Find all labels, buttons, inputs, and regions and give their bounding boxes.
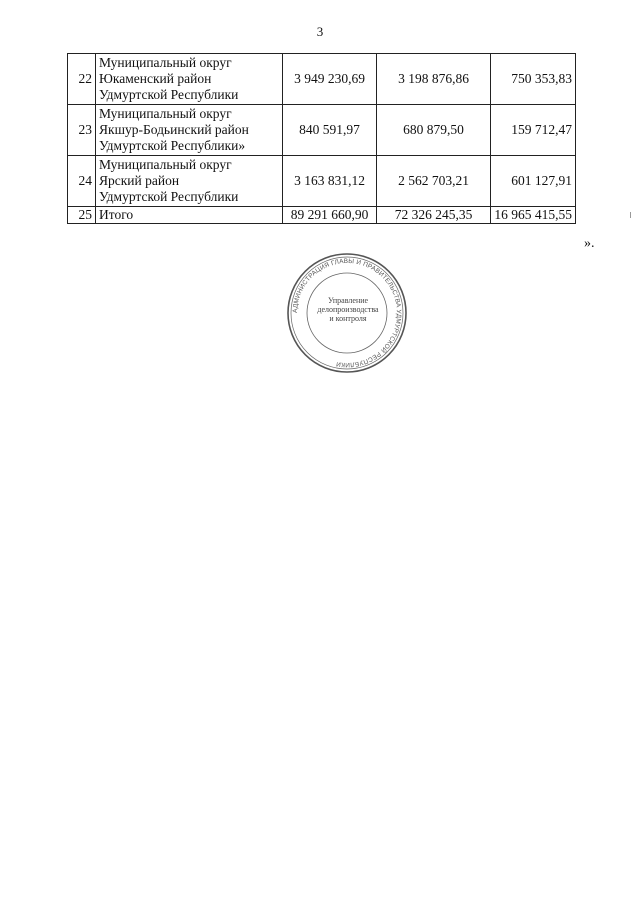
amount-cell: 840 591,97 — [283, 105, 377, 156]
budget-table — [67, 53, 576, 224]
amount-cell: 3 163 831,12 — [283, 156, 377, 207]
stamp-center-line: Управление — [327, 296, 369, 305]
name-line: Муниципальный округ — [99, 157, 232, 172]
municipality-name — [96, 54, 283, 105]
total-amount-cell: 89 291 660,90 — [283, 207, 377, 224]
row-number: 24 — [68, 156, 96, 207]
amount-cell: 3 949 230,69 — [283, 54, 377, 105]
amount-cell: 601 127,91 — [491, 156, 576, 207]
total-row — [68, 207, 576, 224]
stamp-ring-text: АДМИНИСТРАЦИЯ ГЛАВЫ И ПРАВИТЕЛЬСТВА УДМУРТСКОЙ РЕСПУБЛИКИ — [291, 257, 403, 369]
name-line: Юкаменский район — [99, 71, 212, 86]
amount-cell: 750 353,83 — [491, 54, 576, 105]
stamp-center-line: делопроизводства — [317, 305, 379, 314]
name-line: Якшур-Бодьинский район — [99, 122, 249, 137]
name-line: Муниципальный округ — [99, 106, 232, 121]
name-line: Удмуртской Республики» — [99, 138, 246, 153]
row-number: 25 — [68, 207, 96, 224]
name-line: Муниципальный округ — [99, 55, 232, 70]
margin-mark — [630, 212, 631, 218]
total-amount-cell: 16 965 415,55 — [491, 207, 576, 224]
stamp-center-line: и контроля — [329, 314, 367, 323]
amount-cell: 2 562 703,21 — [377, 156, 491, 207]
table-row — [68, 105, 576, 156]
name-line: Удмуртской Республики — [99, 87, 239, 102]
closing-quote: ». — [584, 236, 595, 251]
name-line: Ярский район — [99, 173, 180, 188]
row-number: 23 — [68, 105, 96, 156]
total-amount-cell: 72 326 245,35 — [377, 207, 491, 224]
amount-cell: 3 198 876,86 — [377, 54, 491, 105]
name-line: Итого — [99, 207, 134, 222]
table-row — [68, 156, 576, 207]
municipality-name — [96, 105, 283, 156]
amount-cell: 159 712,47 — [491, 105, 576, 156]
municipality-name — [96, 156, 283, 207]
row-number: 22 — [68, 54, 96, 105]
stamp-center-text — [316, 296, 380, 323]
table-row — [68, 54, 576, 105]
total-label — [96, 207, 283, 224]
name-line: Удмуртской Республики — [99, 189, 239, 204]
page-number: 3 — [316, 24, 324, 39]
amount-cell: 680 879,50 — [377, 105, 491, 156]
